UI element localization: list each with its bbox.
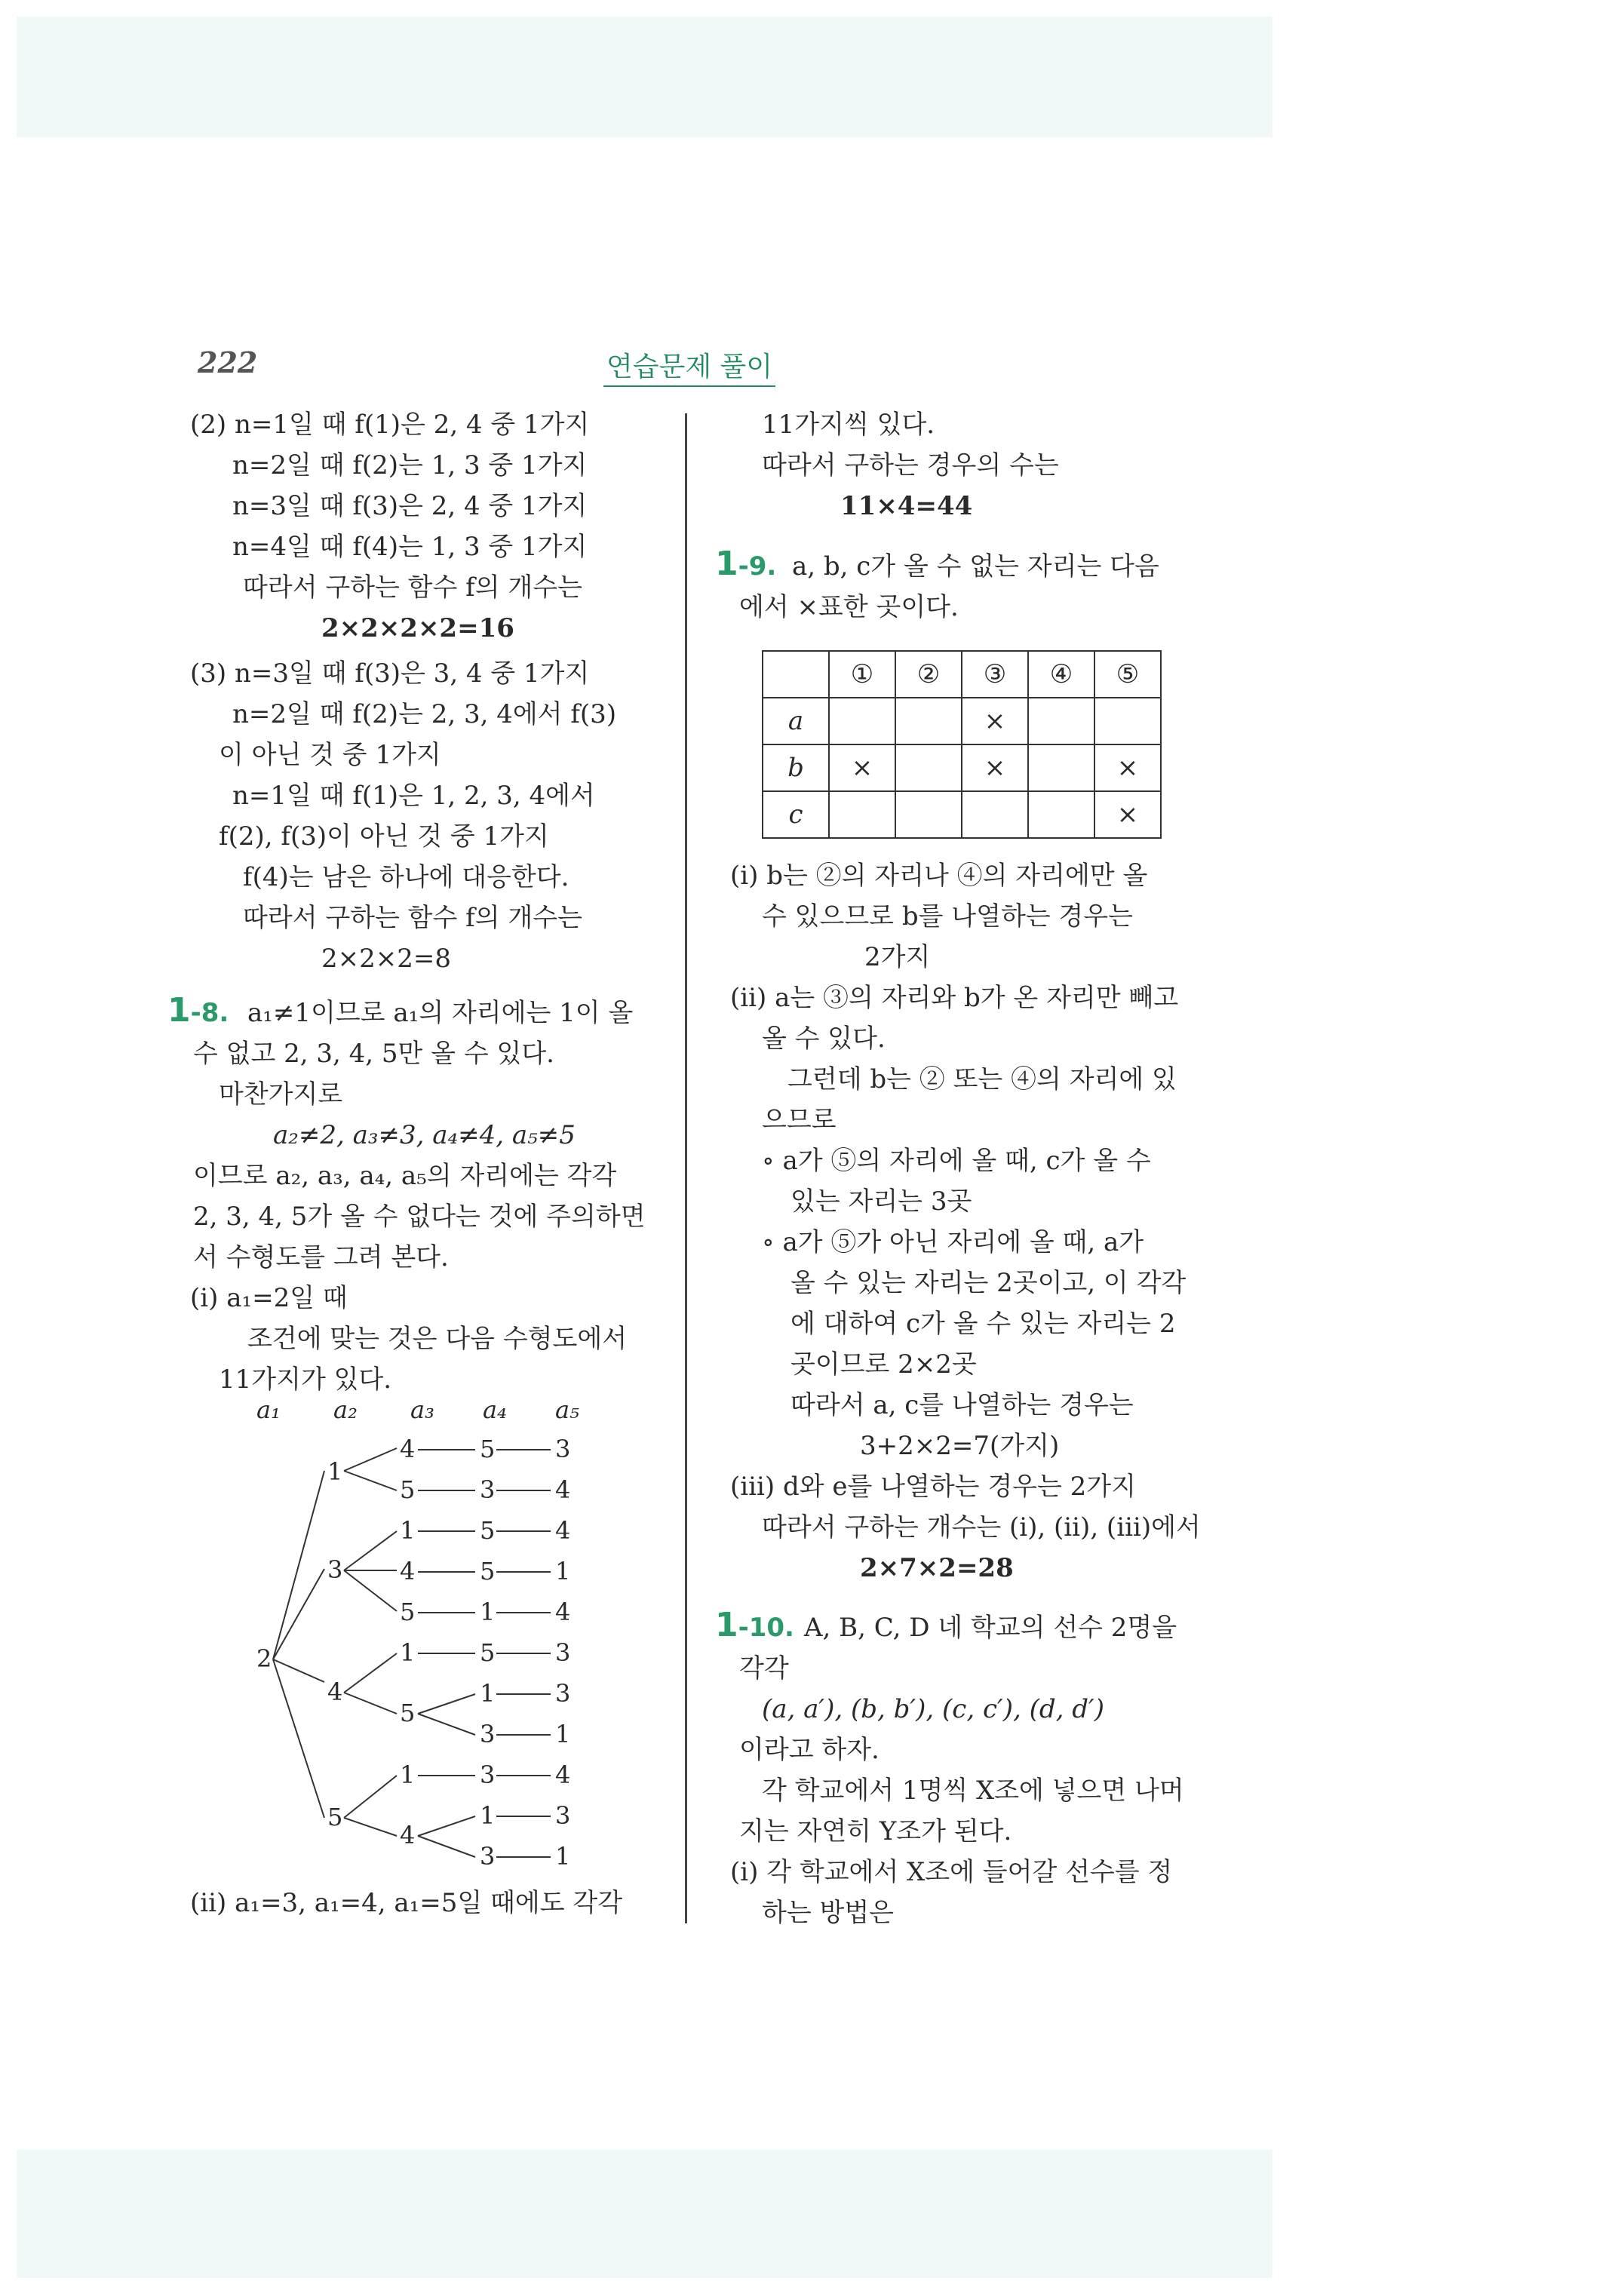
text-line: ∘ a가 ⑤가 아닌 자리에 올 때, a가 [762,1227,1144,1257]
tree-node: 1 [480,1598,496,1626]
text-line: (ⅰ) 각 학교에서 X조에 들어갈 선수를 정 [730,1857,1173,1887]
text-line: 2가지 [864,942,931,972]
text-line: 따라서 구하는 함수 f의 개수는 [243,572,582,603]
table-corner-cell [763,651,829,698]
text-line: 곳이므로 2×2곳 [791,1349,977,1380]
position-table [762,650,1162,839]
table-cell: × [1094,744,1161,791]
text-line: (3) n=3일 때 f(3)은 3, 4 중 1가지 [190,658,590,689]
text-line: 조건에 맞는 것은 다음 수형도에서 [247,1324,628,1354]
table-cell: × [962,698,1028,744]
tree-header: a₃ [410,1395,434,1424]
text-line: A, B, C, D 네 학교의 선수 2명을 [804,1613,1177,1643]
tree-node: 4 [400,1557,416,1585]
text-line: (2) n=1일 때 f(1)은 2, 4 중 1가지 [190,410,590,440]
table-cell [1028,744,1094,791]
column-divider [685,413,687,1923]
table-cell [962,791,1028,838]
text-line: n=3일 때 f(3)은 2, 4 중 1가지 [232,491,588,521]
text-line: a, b, c가 올 수 없는 자리는 다음 [792,551,1159,582]
table-cell [895,744,962,791]
tree-node: 5 [480,1557,496,1585]
text-line: 으므로 [762,1105,837,1135]
table-row [763,744,1161,791]
tree-node: 4 [400,1435,416,1463]
text-line: a₂≠2, a₃≠3, a₄≠4, a₅≠5 [273,1120,576,1150]
table-cell [895,698,962,744]
tree-node: 3 [555,1679,571,1708]
text-line: (ⅰ) b는 ②의 자리나 ④의 자리에만 올 [730,861,1148,891]
tree-node: 4 [555,1598,571,1626]
table-cell [829,791,895,838]
text-line: n=4일 때 f(4)는 1, 3 중 1가지 [232,532,588,562]
text-line: 3+2×2=7(가지) [860,1431,1060,1461]
text-line: a₁≠1이므로 a₁의 자리에는 1이 올 [247,998,634,1028]
tree-node: 3 [555,1435,571,1463]
tree-node: 5 [400,1598,416,1626]
result-line: 2×2×2=8 [321,944,451,974]
text-line: 이 아닌 것 중 1가지 [219,740,441,770]
text-line: 따라서 구하는 개수는 (ⅰ), (ⅱ), (ⅲ)에서 [762,1512,1201,1542]
text-line: 각 학교에서 1명씩 X조에 넣으면 나머 [762,1776,1184,1806]
table-cell [829,698,895,744]
tree-node: 1 [555,1557,571,1585]
text-line: 수 없고 2, 3, 4, 5만 올 수 있다. [193,1039,554,1069]
tree-node: 1 [400,1638,416,1667]
text-line: 에 대하여 c가 올 수 있는 자리는 2 [791,1309,1176,1339]
text-line: (ⅱ) a₁=3, a₁=4, a₁=5일 때에도 각각 [190,1888,623,1918]
text-line: 11가지씩 있다. [762,410,935,440]
tree-node: 4 [327,1678,343,1706]
tree-header: a₄ [483,1395,507,1424]
table-row-label: b [763,744,829,791]
tree-node: 3 [327,1555,343,1584]
top-color-band [17,17,1272,137]
text-line: 2, 3, 4, 5가 올 수 없다는 것에 주의하면 [193,1202,646,1232]
text-line: 올 수 있다. [762,1024,886,1054]
text-line: n=2일 때 f(2)는 1, 3 중 1가지 [232,450,588,480]
text-line: 따라서 구하는 함수 f의 개수는 [243,903,582,933]
text-line: (ⅲ) d와 e를 나열하는 경우는 2가지 [730,1472,1136,1502]
table-header-cell: ① [829,651,895,698]
table-cell: × [829,744,895,791]
table-header-cell: ⑤ [1094,651,1161,698]
tree-header: a₂ [333,1395,358,1424]
problem-number-1-8: 1-8. [167,991,229,1030]
table-row [763,791,1161,838]
text-line: 에서 ×표한 곳이다. [739,592,959,622]
tree-header: a₁ [256,1395,281,1424]
text-line: 각각 [739,1653,789,1684]
tree-node: 5 [480,1638,496,1667]
text-line: ∘ a가 ⑤의 자리에 올 때, c가 올 수 [762,1146,1151,1176]
text-line: (ⅱ) a는 ③의 자리와 b가 온 자리만 빼고 [730,983,1179,1013]
result-line: 2×7×2=28 [860,1553,1014,1583]
table-cell [1094,698,1161,744]
text-line: 마찬가지로 [219,1079,343,1110]
text-line: 서 수형도를 그려 본다. [193,1242,449,1272]
text-line: 따라서 a, c를 나열하는 경우는 [791,1390,1134,1420]
text-line: 이라고 하자. [739,1735,880,1765]
text-line: n=1일 때 f(1)은 1, 2, 3, 4에서 [232,781,595,811]
tree-node: 5 [400,1475,416,1504]
tree-node: 3 [480,1842,496,1871]
problem-number-1-9: 1-9. [715,545,777,583]
table-cell [1028,698,1094,744]
table-cell [1028,791,1094,838]
table-row-label: c [763,791,829,838]
tree-node: 3 [555,1638,571,1667]
tree-node: 3 [480,1760,496,1789]
problem-number-1-10: 1-10. [715,1606,794,1644]
table-cell: × [1094,791,1161,838]
tree-node: 3 [555,1801,571,1830]
text-line: f(2), f(3)이 아닌 것 중 1가지 [219,821,549,852]
page-number: 222 [198,345,258,379]
table-header-cell: ④ [1028,651,1094,698]
tree-node: 1 [480,1801,496,1830]
table-header-cell: ③ [962,651,1028,698]
tree-node: 1 [480,1679,496,1708]
tree-node: 1 [555,1720,571,1748]
text-line: (a, a′), (b, b′), (c, c′), (d, d′) [762,1694,1104,1724]
tree-node: 4 [555,1516,571,1545]
text-line: 올 수 있는 자리는 2곳이고, 이 각각 [791,1268,1187,1298]
text-line: n=2일 때 f(2)는 2, 3, 4에서 f(3) [232,699,617,729]
text-line: 그런데 b는 ② 또는 ④의 자리에 있 [787,1064,1177,1094]
tree-node: 5 [327,1803,343,1831]
tree-node: 5 [400,1699,416,1727]
table-header-cell: ② [895,651,962,698]
tree-node: 4 [555,1760,571,1789]
text-line: (ⅰ) a₁=2일 때 [190,1283,348,1313]
text-line: f(4)는 남은 하나에 대응한다. [243,862,569,892]
text-line: 지는 자연히 Y조가 된다. [739,1816,1012,1846]
text-line: 따라서 구하는 경우의 수는 [762,450,1059,480]
table-row-label: a [763,698,829,744]
tree-node: 1 [400,1760,416,1789]
result-line: 11×4=44 [840,491,973,521]
text-line: 하는 방법은 [762,1898,895,1928]
text-line: 이므로 a₂, a₃, a₄, a₅의 자리에는 각각 [193,1161,617,1191]
tree-node: 3 [480,1720,496,1748]
tree-node: 2 [256,1644,272,1673]
text-line: 수 있으므로 b를 나열하는 경우는 [762,901,1133,932]
tree-node: 1 [400,1516,416,1545]
text-line: 있는 자리는 3곳 [791,1186,972,1217]
bottom-color-band [17,2150,1272,2278]
text-line: 11가지가 있다. [219,1364,392,1395]
tree-node: 5 [480,1516,496,1545]
table-cell [895,791,962,838]
table-cell: × [962,744,1028,791]
table-row [763,698,1161,744]
page-title: 연습문제 풀이 [603,345,775,387]
tree-node: 4 [400,1821,416,1849]
tree-node: 1 [555,1842,571,1871]
tree-header: a₅ [555,1395,579,1424]
tree-diagram [249,1395,626,1878]
tree-node: 5 [480,1435,496,1463]
tree-node: 3 [480,1475,496,1504]
tree-node: 4 [555,1475,571,1504]
result-line: 2×2×2×2=16 [321,613,514,643]
tree-node: 1 [327,1457,343,1486]
